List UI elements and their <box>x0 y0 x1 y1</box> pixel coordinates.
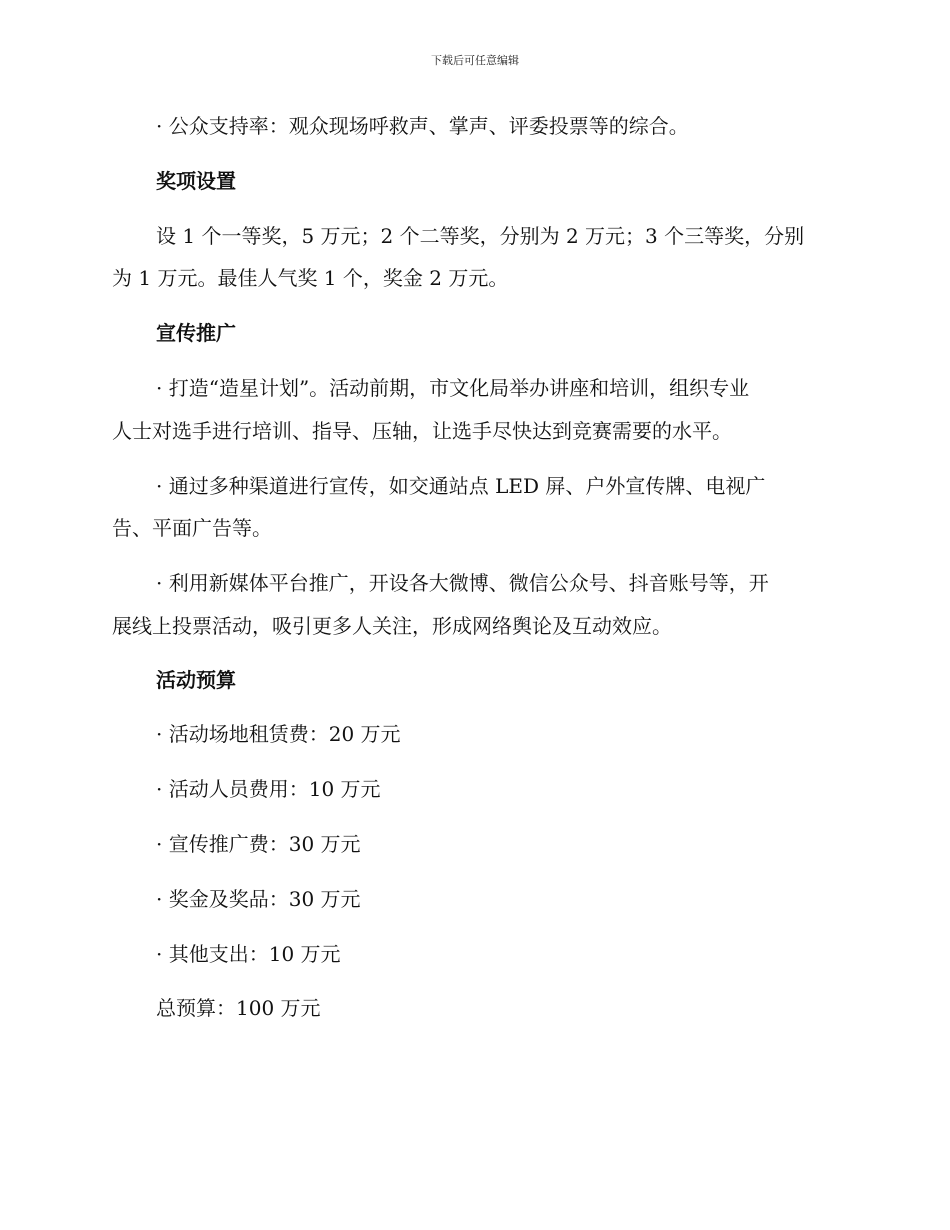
awards-heading: 奖项设置 <box>156 169 236 193</box>
promotion-item-2-line-2: 告、平面广告等。 <box>112 516 272 540</box>
budget-item: · 其他支出：10 万元 <box>156 942 341 966</box>
budget-total: 总预算：100 万元 <box>156 996 321 1020</box>
budget-heading: 活动预算 <box>156 668 236 692</box>
page-header: 下载后可任意编辑 <box>431 54 519 67</box>
promotion-item-1-line-2: 人士对选手进行培训、指导、压轴，让选手尽快达到竞赛需要的水平。 <box>112 419 732 443</box>
awards-paragraph-line-1: 设 1 个一等奖，5 万元；2 个二等奖，分别为 2 万元；3 个三等奖，分别 <box>156 224 805 248</box>
budget-item: · 活动场地租赁费：20 万元 <box>156 722 401 746</box>
budget-item: · 宣传推广费：30 万元 <box>156 832 361 856</box>
promotion-item-2-line-1: · 通过多种渠道进行宣传，如交通站点 LED 屏、户外宣传牌、电视广 <box>156 474 766 498</box>
budget-item: · 活动人员费用：10 万元 <box>156 777 381 801</box>
promotion-item-3-line-1: · 利用新媒体平台推广，开设各大微博、微信公众号、抖音账号等，开 <box>156 571 769 595</box>
public-support-line: · 公众支持率：观众现场呼救声、掌声、评委投票等的综合。 <box>156 114 689 138</box>
promotion-item-3-line-2: 展线上投票活动，吸引更多人关注，形成网络舆论及互动效应。 <box>112 614 672 638</box>
promotion-item-1-line-1: · 打造“造星计划”。活动前期，市文化局举办讲座和培训，组织专业 <box>156 376 750 400</box>
promotion-heading: 宣传推广 <box>156 321 236 345</box>
awards-paragraph-line-2: 为 1 万元。最佳人气奖 1 个，奖金 2 万元。 <box>112 266 509 290</box>
budget-item: · 奖金及奖品：30 万元 <box>156 887 361 911</box>
